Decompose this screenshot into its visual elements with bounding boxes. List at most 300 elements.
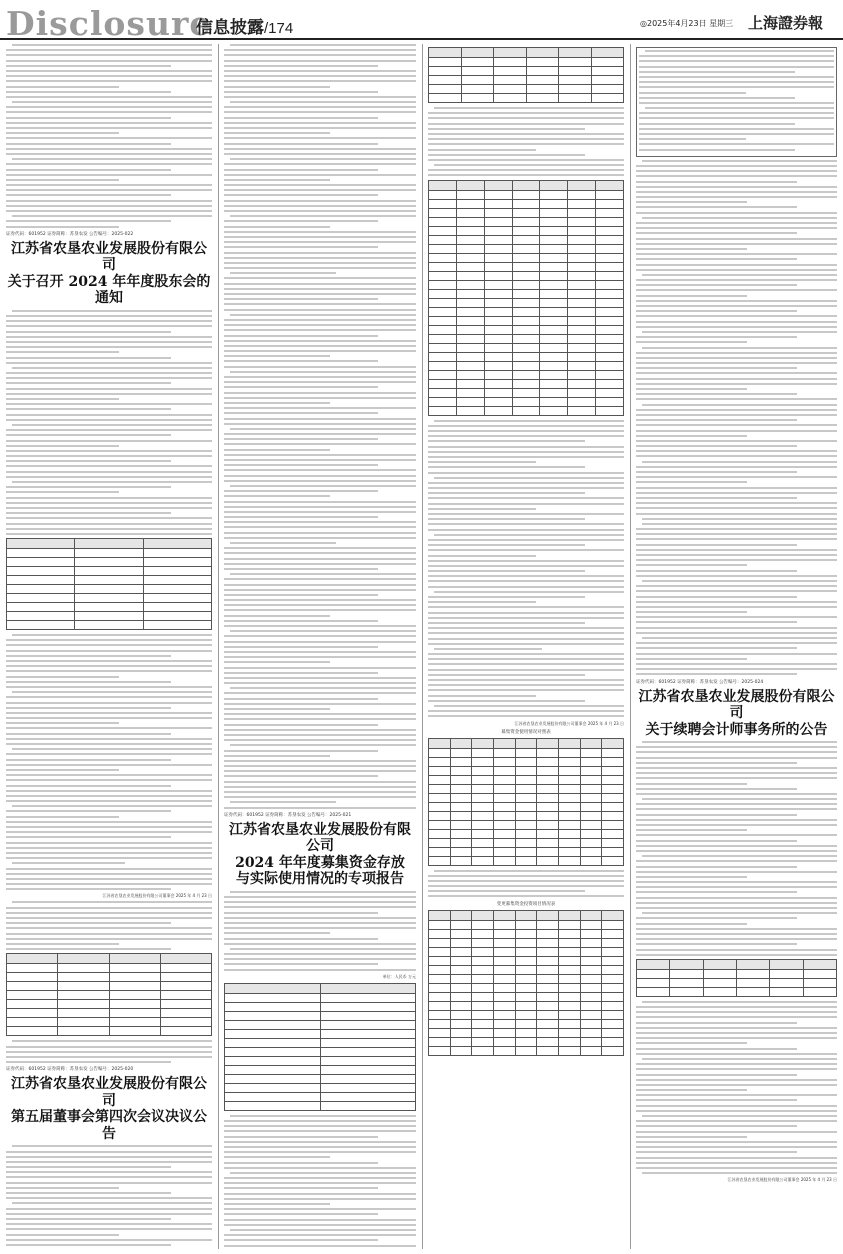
text-line: [636, 850, 837, 852]
table-row: [225, 1056, 416, 1065]
text-line: [224, 298, 378, 300]
table-row: [429, 1046, 624, 1055]
text-line: [636, 949, 837, 951]
text-line: [636, 533, 837, 535]
table-cell: [540, 343, 568, 352]
table-cell: [493, 820, 515, 829]
table-cell: [160, 1027, 211, 1036]
article-title-line-2: 与实际使用情况的专项报告: [236, 871, 404, 888]
table-cell: [493, 738, 515, 748]
text-line: [224, 963, 378, 965]
table-cell: [7, 549, 75, 558]
text-line: [642, 1172, 837, 1174]
table-cell: [450, 738, 472, 748]
text-line: [636, 352, 837, 354]
table-cell: [515, 1001, 537, 1010]
text-line: [636, 507, 837, 509]
text-line: [636, 803, 837, 805]
text-line: [428, 632, 624, 634]
table-row: [429, 947, 624, 956]
table-cell: [515, 757, 537, 766]
table-cell: [456, 280, 484, 289]
table-cell: [160, 964, 211, 973]
text-line: [224, 288, 416, 290]
table-cell: [591, 67, 624, 76]
table-cell: [493, 838, 515, 847]
table-cell: [568, 352, 596, 361]
table-cell: [537, 992, 559, 1001]
table-cell: [540, 334, 568, 343]
text-line: [636, 1141, 837, 1143]
text-line: [6, 665, 212, 667]
text-line: [224, 174, 416, 176]
table-cell: [512, 298, 540, 307]
table-cell: [320, 1020, 416, 1029]
table-cell: [160, 982, 211, 991]
table-cell: [568, 298, 596, 307]
text-line: [224, 667, 416, 669]
text-line: [642, 160, 837, 162]
table-cell: [456, 397, 484, 406]
text-line: [230, 948, 416, 950]
table-cell: [450, 775, 472, 784]
text-line: [6, 753, 212, 755]
text-line: [428, 669, 624, 671]
table-cell: [537, 947, 559, 956]
text-line: [224, 376, 416, 378]
table-cell: [429, 343, 457, 352]
table-cell: [429, 920, 451, 929]
text-line: [224, 932, 330, 934]
table-cell: [450, 1028, 472, 1037]
text-line: [224, 682, 416, 684]
table-cell: [515, 1010, 537, 1019]
table-cell: [540, 370, 568, 379]
text-line: [6, 117, 171, 119]
text-line: [224, 1162, 378, 1164]
table-cell: [526, 76, 559, 85]
table-cell: [456, 325, 484, 334]
table-cell: [225, 1065, 321, 1074]
text-line: [636, 336, 797, 338]
text-line: [636, 466, 837, 468]
table-row: [7, 539, 212, 549]
table-cell: [320, 993, 416, 1002]
text-block: [6, 44, 212, 228]
table-cell: [143, 539, 211, 549]
table-row: [429, 757, 624, 766]
table-cell: [559, 67, 592, 76]
text-line: [6, 91, 171, 93]
table-cell: [493, 748, 515, 757]
table-cell: [568, 370, 596, 379]
text-line: [639, 133, 834, 135]
table-cell: [515, 956, 537, 965]
table-cell: [143, 567, 211, 576]
text-line: [6, 943, 119, 945]
table-row: [429, 1010, 624, 1019]
text-line: [636, 430, 837, 432]
table-row: [429, 820, 624, 829]
table-cell: [450, 929, 472, 938]
text-line: [639, 112, 834, 114]
table-cell: [429, 983, 451, 992]
text-line: [224, 584, 416, 586]
text-line: [428, 622, 585, 624]
table-cell: [512, 325, 540, 334]
table-cell: [512, 397, 540, 406]
table-cell: [472, 947, 494, 956]
text-line: [6, 122, 212, 124]
text-line: [434, 591, 624, 593]
text-line: [230, 687, 416, 689]
table-cell: [472, 856, 494, 865]
text-line: [636, 538, 837, 540]
text-line: [636, 1162, 837, 1164]
table-cell: [596, 289, 624, 298]
text-line: [230, 272, 336, 274]
text-line: [6, 681, 171, 683]
table-cell: [537, 793, 559, 802]
table-cell: [7, 612, 75, 621]
text-line: [6, 948, 171, 950]
table-cell: [803, 969, 836, 978]
table-cell: [484, 397, 512, 406]
text-line: [6, 759, 171, 761]
table-cell: [596, 370, 624, 379]
table-cell: [558, 983, 580, 992]
text-line: [224, 454, 416, 456]
table-cell: [493, 1028, 515, 1037]
text-line: [12, 805, 212, 807]
table-cell: [559, 58, 592, 67]
table-cell: [580, 829, 602, 838]
text-line: [6, 362, 212, 364]
table-cell: [225, 1038, 321, 1047]
text-line: [12, 862, 125, 864]
signature: 江苏省农垦农业发展股份有限公司董事会 2025 年 4 月 23 日: [514, 720, 624, 726]
text-line: [636, 876, 747, 878]
text-line: [636, 647, 797, 649]
table-cell: [225, 1047, 321, 1056]
text-line: [6, 707, 171, 709]
text-block: [6, 1145, 212, 1246]
table-cell: [703, 987, 736, 996]
text-line: [224, 1151, 416, 1153]
text-line: [636, 564, 747, 566]
text-line: [636, 487, 837, 489]
table-cell: [736, 959, 769, 969]
text-line: [6, 800, 212, 802]
text-line: [224, 578, 416, 580]
table-cell: [580, 1028, 602, 1037]
text-line: [636, 1089, 747, 1091]
table-cell: [429, 757, 451, 766]
table-cell: [472, 793, 494, 802]
text-line: [224, 210, 416, 212]
text-line: [636, 1006, 837, 1008]
table-cell: [493, 974, 515, 983]
text-line: [224, 511, 416, 513]
text-line: [6, 655, 171, 657]
text-line: [6, 779, 212, 781]
table-cell: [429, 85, 462, 94]
table-cell: [484, 388, 512, 397]
table-cell: [484, 190, 512, 199]
table-cell: [602, 757, 624, 766]
masthead: [0, 0, 843, 43]
text-line: [224, 896, 416, 898]
text-line: [636, 596, 797, 598]
text-line: [636, 201, 747, 203]
text-line: [428, 497, 624, 499]
text-line: [636, 762, 797, 764]
table-cell: [558, 938, 580, 947]
table-cell: [484, 226, 512, 235]
table-cell: [596, 325, 624, 334]
table-cell: [484, 334, 512, 343]
text-line: [6, 70, 212, 72]
text-line: [636, 1125, 797, 1127]
text-line: [428, 643, 624, 645]
text-line: [224, 402, 330, 404]
text-line: [6, 1051, 212, 1053]
table-cell: [515, 938, 537, 947]
page-number: /174: [264, 20, 294, 37]
text-line: [224, 791, 416, 793]
text-line: [434, 164, 624, 166]
text-line: [12, 158, 212, 160]
text-line: [636, 1146, 837, 1148]
text-line: [642, 1001, 837, 1003]
table-cell: [580, 920, 602, 929]
text-line: [434, 870, 624, 872]
table-cell: [559, 94, 592, 103]
column-divider: [630, 44, 631, 1249]
table-cell: [456, 226, 484, 235]
text-line: [6, 523, 212, 525]
text-line: [6, 372, 212, 374]
table-cell: [515, 820, 537, 829]
table-cell: [736, 978, 769, 987]
text-line: [636, 170, 837, 172]
table-cell: [596, 180, 624, 190]
text-line: [224, 724, 378, 726]
text-line: [636, 928, 837, 930]
table-cell: [568, 325, 596, 334]
text-line: [636, 549, 837, 551]
text-line: [224, 917, 416, 919]
table-cell: [670, 969, 703, 978]
text-line: [636, 783, 747, 785]
table-row: [7, 558, 212, 567]
text-line: [639, 128, 834, 130]
table-cell: [472, 784, 494, 793]
table-cell: [429, 94, 462, 103]
table-cell: [540, 226, 568, 235]
text-line: [224, 283, 416, 285]
text-line: [434, 705, 624, 707]
column-divider: [218, 44, 219, 1249]
text-line: [428, 518, 585, 520]
table-cell: [568, 235, 596, 244]
text-line: [636, 165, 837, 167]
text-line: [636, 585, 837, 587]
text-line: [428, 466, 585, 468]
text-line: [224, 703, 416, 705]
text-line: [224, 1245, 416, 1247]
table-cell: [472, 992, 494, 1001]
text-line: [224, 901, 416, 903]
text-line: [224, 433, 416, 435]
text-line: [230, 215, 416, 217]
text-line: [224, 49, 416, 51]
text-line: [428, 174, 624, 176]
table-row: [429, 58, 624, 67]
table-row: [429, 829, 624, 838]
text-line: [428, 658, 624, 660]
text-line: [224, 407, 416, 409]
text-line: [6, 445, 119, 447]
text-line: [639, 117, 834, 119]
table-cell: [472, 956, 494, 965]
table-cell: [320, 1011, 416, 1020]
text-line: [6, 460, 171, 462]
text-block: [6, 901, 212, 950]
text-line: [6, 450, 212, 452]
table-cell: [7, 964, 58, 973]
table-row: [429, 956, 624, 965]
text-line: [224, 760, 416, 762]
text-line: [636, 834, 837, 836]
table-cell: [429, 235, 457, 244]
table-row: [7, 982, 212, 991]
table-cell: [537, 784, 559, 793]
text-line: [224, 106, 416, 108]
table-cell: [568, 199, 596, 208]
text-line: [6, 377, 212, 379]
table-row: [637, 959, 837, 969]
table-cell: [670, 959, 703, 969]
text-line: [636, 1042, 747, 1044]
table-cell: [580, 757, 602, 766]
table-cell: [558, 793, 580, 802]
table-cell: [494, 67, 527, 76]
table-cell: [537, 847, 559, 856]
table-cell: [537, 838, 559, 847]
text-line: [12, 367, 212, 369]
table-cell: [109, 1009, 160, 1018]
table-cell: [472, 811, 494, 820]
table-cell: [225, 1002, 321, 1011]
table-cell: [637, 978, 670, 987]
company-name: 江苏省农垦农业发展股份有限公司: [11, 240, 207, 274]
text-line: [6, 403, 212, 405]
table-cell: [558, 1037, 580, 1046]
text-line: [224, 1120, 416, 1122]
text-line: [6, 132, 119, 134]
company-name: 江苏省农垦农业发展股份有限公司: [638, 688, 835, 722]
text-line: [230, 101, 416, 103]
text-line: [636, 321, 837, 323]
table-cell: [602, 820, 624, 829]
table-cell: [75, 576, 143, 585]
table-cell: [75, 621, 143, 630]
table-cell: [429, 974, 451, 983]
table-cell: [429, 748, 451, 757]
table-cell: [515, 920, 537, 929]
table-cell: [456, 379, 484, 388]
text-line: [6, 393, 212, 395]
text-line: [639, 55, 834, 57]
text-line: [224, 943, 416, 945]
text-line: [6, 325, 212, 327]
table-cell: [429, 910, 451, 920]
table-row: [7, 621, 212, 630]
text-line: [224, 257, 416, 259]
table-cell: [580, 1037, 602, 1046]
text-line: [224, 137, 416, 139]
table-cell: [472, 775, 494, 784]
table-cell: [526, 67, 559, 76]
text-line: [636, 1094, 837, 1096]
text-line: [6, 888, 171, 890]
table-cell: [225, 1029, 321, 1038]
table-cell: [568, 244, 596, 253]
table-cell: [515, 738, 537, 748]
text-line: [6, 507, 212, 509]
security-code-line: 证券代码：601952 证券简称：苏垦农发 公告编号：2025-022: [6, 231, 134, 237]
table-cell: [596, 271, 624, 280]
table-row: [7, 567, 212, 576]
text-line: [224, 672, 378, 674]
text-line: [636, 606, 837, 608]
text-line: [224, 807, 416, 809]
table-row: [225, 1074, 416, 1083]
table-row: [429, 271, 624, 280]
table-row: [429, 929, 624, 938]
text-line: [428, 529, 624, 531]
text-line: [428, 487, 624, 489]
text-line: [6, 670, 212, 672]
table-cell: [472, 965, 494, 974]
table-cell: [225, 983, 321, 993]
table-cell: [591, 94, 624, 103]
table-cell: [803, 959, 836, 969]
table-cell: [429, 217, 457, 226]
table-cell: [602, 793, 624, 802]
text-line: [6, 738, 212, 740]
text-line: [6, 1061, 171, 1063]
text-line: [636, 881, 837, 883]
text-line: [230, 371, 416, 373]
table-row: [7, 1027, 212, 1036]
text-line: [224, 1125, 416, 1127]
text-line: [636, 1053, 837, 1055]
text-line: [428, 580, 624, 582]
text-line: [224, 392, 416, 394]
table-cell: [472, 1046, 494, 1055]
text-line: [224, 739, 416, 741]
table-cell: [526, 58, 559, 67]
table-cell: [512, 316, 540, 325]
text-line: [224, 189, 416, 191]
table-cell: [537, 811, 559, 820]
table-row: [7, 612, 212, 621]
table-cell: [493, 920, 515, 929]
table-cell: [75, 549, 143, 558]
table-cell: [472, 983, 494, 992]
